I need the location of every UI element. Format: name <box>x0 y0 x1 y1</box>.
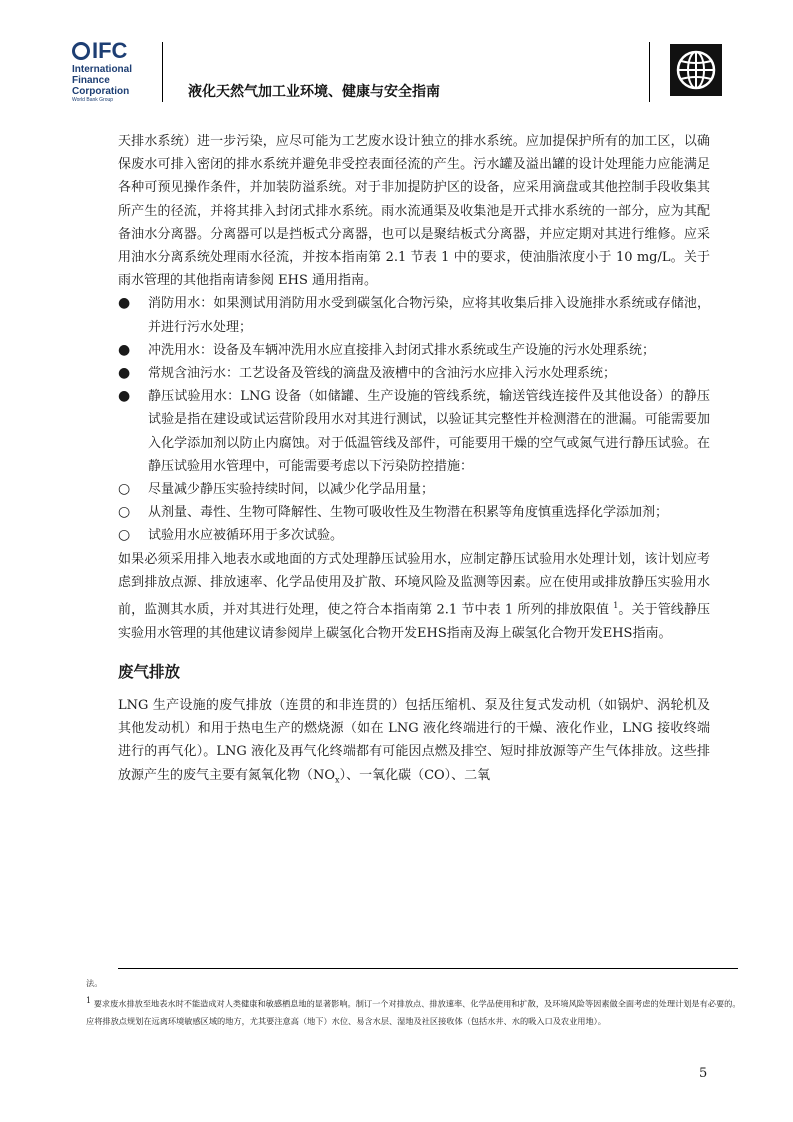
sub-list-item-text: 试验用水应被循环用于多次试验。 <box>148 528 344 544</box>
list-item-text: 冲洗用水：设备及车辆冲洗用水应直接排入封闭式排水系统或生产设施的污水处理系统； <box>148 342 656 358</box>
ifc-logo-mark: IFC <box>92 38 128 63</box>
footnote-mark: 1 <box>86 996 92 1005</box>
paragraph-text: 如果必须采用排入地表水或地面的方式处理静压试验用水，应制定静压试验用水处理计划，该计划应考虑到排放点源、排放速率、化学品使用及扩散、环境风险及监测等因素。应在使用或排放静压实验用水前，监测其水质，并对其进行处理，使之符合本指南第 2.1 节中表 1 所列的排放限值 <box>118 551 710 618</box>
list-item-text: 常规含油污水：工艺设备及管线的滴盘及液槽中的含油污水应排入污水处理系统； <box>148 366 617 382</box>
page-number: 5 <box>699 1066 708 1081</box>
globe-icon <box>670 44 722 96</box>
bullet-icon: ● <box>118 365 131 382</box>
paragraph-hydrotest <box>118 548 710 645</box>
header-divider-left <box>162 42 163 102</box>
list-item-text: 消防用水：如果测试用消防用水受到碳氢化合物污染，应将其收集后排入设施排水系统或存储池，并进行污水处理； <box>148 296 710 335</box>
ifc-globe-icon <box>72 42 90 60</box>
bullet-icon: ● <box>118 388 131 405</box>
ifc-logo-line: International <box>72 64 133 75</box>
circle-bullet-icon: ○ <box>118 504 131 521</box>
sub-list-item <box>118 524 710 547</box>
ifc-logo <box>72 40 162 112</box>
footnotes <box>86 975 746 1030</box>
bullet-icon: ● <box>118 341 131 358</box>
page-body <box>118 130 710 791</box>
header-title: 液化天然气加工业环境、健康与安全指南 <box>188 84 440 100</box>
sub-list-item-text: 从剂量、毒性、生物可降解性、生物可吸收性及生物潜在积累等角度慎重选择化学添加剂； <box>148 505 669 521</box>
list-item <box>118 339 710 362</box>
ifc-logo-line: Finance <box>72 75 110 86</box>
paragraph-text: LNG 生产设施的废气排放（连贯的和非连贯的）包括压缩机、泵及往复式发动机（如锅炉、涡轮机及其他发动机）和用于热电生产的燃烧源（如在 LNG 液化终端进行的干燥、液化作业，LNG 接收终端进行的再气化）。LNG 液化及再气化终端都有可能因点燃及排空、短时排放源等产生气体排放。这些排放源产生的废气主要有氮氧化物（NO <box>118 698 710 783</box>
list-item <box>118 362 710 385</box>
subscript: x <box>335 775 340 785</box>
paragraph-text: ）、一氧化碳（CO）、二氧 <box>339 767 491 783</box>
list-item-text: 静压试验用水：LNG 设备（如储罐、生产设施的管线系统，输送管线连接件及其他设备）的静压试验是指在建设或试运营阶段用水对其进行测试，以验证其完整性并检测潜在的泄漏。可能需要加入化学添加剂以防止内腐蚀。对于低温管线及部件，可能要用干燥的空气或氮气进行静压试验。在静压试验用水管理中，可能需要考虑以下污染防控措施： <box>148 389 710 474</box>
page-header <box>0 0 793 112</box>
paragraph-air-emissions <box>118 694 710 791</box>
ifc-logo-line: Corporation <box>72 86 130 97</box>
sub-list-item <box>118 478 710 501</box>
paragraph-continuation: 天排水系统）进一步污染，应尽可能为工艺废水设计独立的排水系统。应加提保护所有的加工区，以确保废水可排入密闭的排水系统并避免非受控表面径流的产生。污水罐及溢出罐的设计处理能力应能满足各种可预见操作条件，并加装防溢系统。对于非加提防护区的设备，应采用滴盘或其他控制手段收集其所产生的径流，并将其排入封闭式排水系统。雨水流通渠及收集池是开式排水系统的一部分，应为其配备油水分离器。分离器可以是挡板式分离器，也可以是聚结板式分离器，并应定期对其进行维修。应采用油水分离系统处理雨水径流，并按本指南第 2.1 节表 1 中的要求，使油脂浓度小于 10 mg/L。关于雨水管理的其他指南请参阅 EHS 通用指南。 <box>118 134 710 289</box>
footnote-text: 要求废水排放至地表水时不能造成对人类健康和敏感栖息地的显著影响。制订一个对排放点、排放速率、化学品使用和扩散，及环境风险等因素做全面考虑的处理计划是有必要的。应将排放点规划在远离环境敏感区域的地方，尤其要注意高（地下）水位、易含水层、湿地及社区接收体（包括水井、水的吸入口及农业用地）。 <box>86 998 741 1026</box>
bullet-icon: ● <box>118 295 131 312</box>
section-heading: 废气排放 <box>118 662 181 681</box>
footnote-divider <box>118 968 738 969</box>
sub-list-item <box>118 501 710 524</box>
footnote-item <box>86 992 746 1030</box>
sub-list-item-text: 尽量减少静压实验持续时间，以减少化学品用量； <box>148 482 435 498</box>
circle-bullet-icon: ○ <box>118 481 131 498</box>
header-divider-right <box>649 42 650 102</box>
circle-bullet-icon: ○ <box>118 527 131 544</box>
footnote-ref: 1 <box>613 601 619 611</box>
list-item <box>118 292 710 338</box>
paragraph-text: 。关于管线静压实验用水管理的其他建议请参阅岸上碳氢化合物开发EHS指南及海上碳氢化合物开发EHS指南。 <box>118 602 710 641</box>
list-item <box>118 385 710 478</box>
ifc-logo-group: World Bank Group <box>72 97 114 103</box>
footnote-continuation: 法。 <box>86 978 103 988</box>
